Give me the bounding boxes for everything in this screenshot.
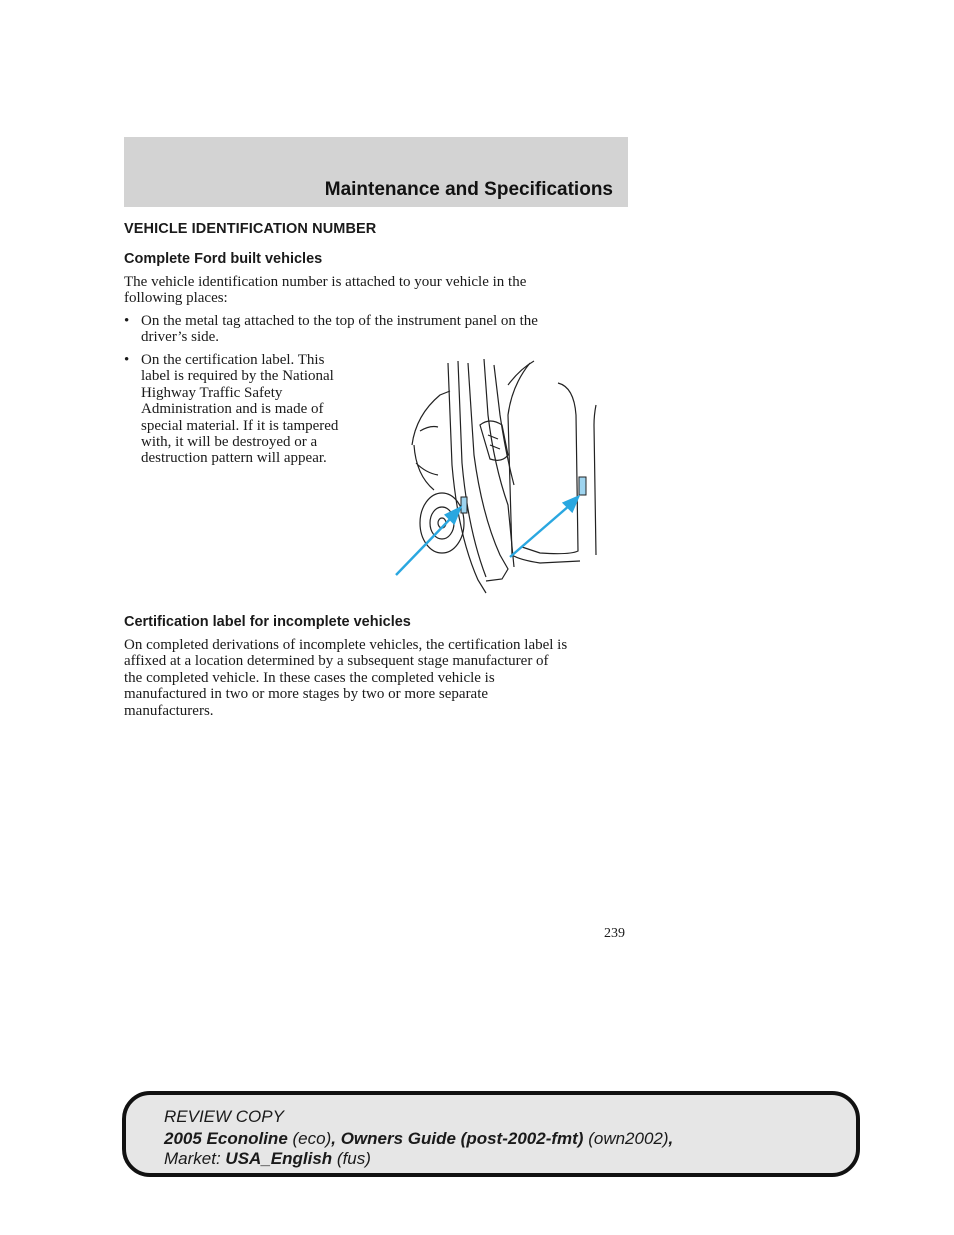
section-header-band (124, 137, 628, 207)
para-line: On completed derivations of incomplete vehicles, the certification label is (124, 637, 568, 653)
main-heading: VEHICLE IDENTIFICATION NUMBER (124, 221, 377, 237)
footer-document-line (164, 1129, 673, 1149)
intro-line: following places: (124, 290, 228, 307)
door-edge (448, 363, 486, 593)
para-line: affixed at a location determined by a subsequent stage manufacturer of (124, 653, 549, 670)
footer-market: USA_English (225, 1149, 333, 1168)
footer-market-line (164, 1149, 371, 1169)
bullet-line: special material. If it is tampered (141, 417, 339, 434)
bullet-icon: • (124, 313, 130, 329)
review-copy-footer (122, 1091, 860, 1177)
bullet-icon: • (124, 352, 130, 368)
arrow-to-pillar-label (510, 505, 570, 557)
review-copy-label: REVIEW COPY (164, 1107, 284, 1126)
footer-guide: Owners Guide (post-2002-fmt) (340, 1129, 584, 1148)
bullet-line: label is required by the National (141, 368, 334, 385)
arrow-to-door-label (396, 517, 452, 575)
subheading-complete-ford: Complete Ford built vehicles (124, 251, 323, 267)
incomplete-vehicles-paragraph (124, 637, 567, 719)
bullet-line: Administration and is made of (141, 401, 324, 418)
section-title: Maintenance and Specifications (324, 179, 613, 200)
footer-guide-code: (own2002) (588, 1129, 669, 1148)
footer-sep: , (331, 1129, 341, 1148)
door-label-rect (461, 497, 467, 513)
subheading-certification-label: Certification label for incomplete vehicles (124, 614, 411, 630)
van-door-illustration (390, 355, 610, 595)
pillar-label-rect (579, 477, 586, 495)
footer-model: 2005 Econoline (164, 1129, 288, 1148)
footer-sep: , (668, 1129, 674, 1148)
bullet-line: with, it will be destroyed or a (141, 434, 318, 451)
footer-model-code: (eco) (292, 1129, 332, 1148)
footer-market-label: Market: (164, 1149, 221, 1168)
footer-market-code: (fus) (336, 1149, 371, 1168)
page-number: 239 (604, 926, 625, 941)
bullet-line: driver’s side. (141, 329, 220, 346)
para-line: manufacturers. (124, 702, 214, 719)
para-line: manufactured in two or more stages by two or more separate (124, 686, 489, 703)
bullet-line: On the certification label. This (141, 352, 325, 368)
intro-line: The vehicle identification number is attached to your vehicle in the (124, 274, 527, 290)
bullet-line: On the metal tag attached to the top of the instrument panel on the (141, 313, 538, 329)
bullet-line: destruction pattern will appear. (141, 450, 327, 467)
intro-paragraph (124, 274, 526, 307)
bullet-line: Highway Traffic Safety (141, 384, 283, 401)
para-line: the completed vehicle. In these cases the completed vehicle is (124, 669, 495, 686)
